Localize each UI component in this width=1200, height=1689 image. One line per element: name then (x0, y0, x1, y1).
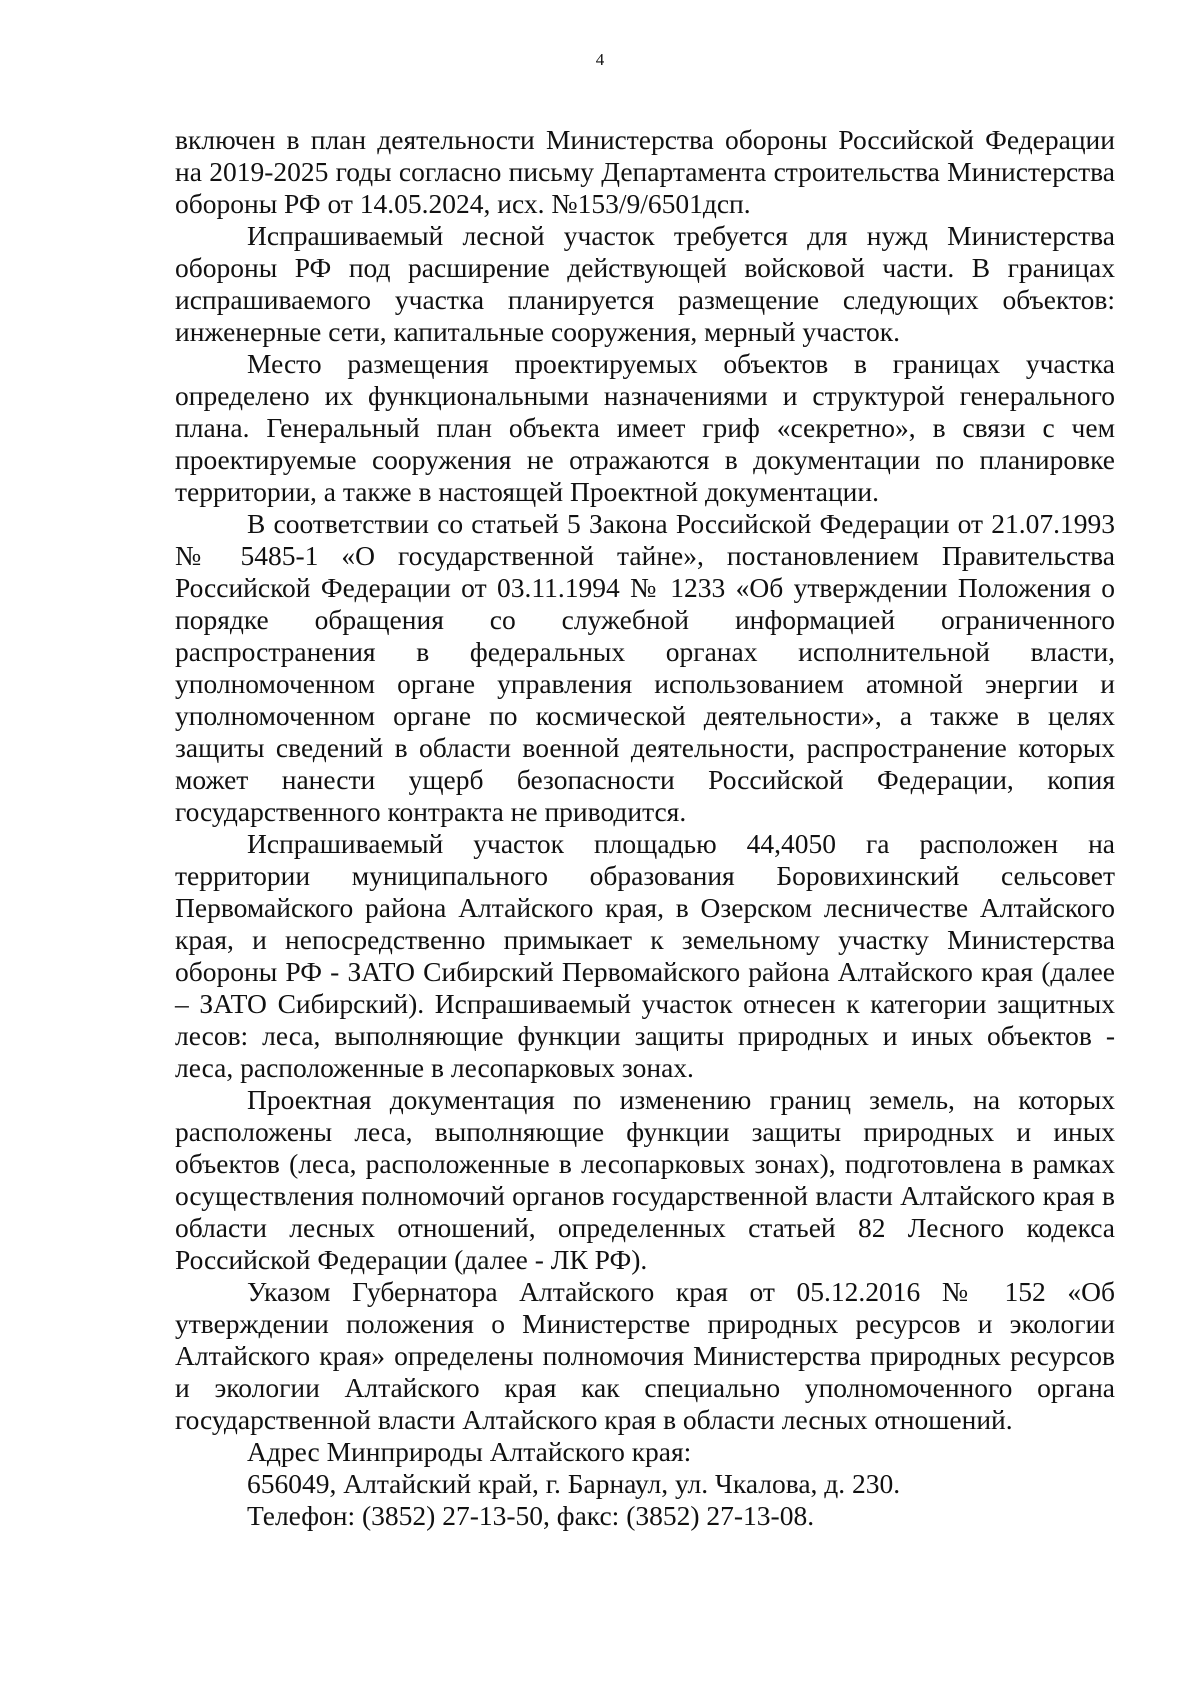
paragraph-forest-plot-purpose: Испрашиваемый лесной участок требуется для нужд Министерства обороны РФ под расширение действующей войсковой части. В границах испрашиваемого участка планируется размещение следующих объектов: инженерные сети, капитальные сооружения, мерный участок. (175, 220, 1115, 347)
paragraph-plot-location: Испрашиваемый участок площадью 44,4050 га расположен на территории муниципального образования Боровихинский сельсовет Первомайского района Алтайского края, в Озерском лесничестве Алтайского края, и непосредственно примыкает к земельному участку Министерства обороны РФ - ЗАТО Сибирский Первомайского района Алтайского края (далее – ЗАТО Сибирский). Испрашиваемый участок отнесен к категории защитных лесов: леса, выполняющие функции защиты природных и иных объектов - леса, расположенные в лесопарковых зонах. (175, 828, 1115, 1083)
page-number: 4 (595, 50, 605, 69)
address-phone: Телефон: (3852) 27-13-50, факс: (3852) 27-13-08. (247, 1500, 815, 1531)
paragraph-continuation: включен в план деятельности Министерства обороны Российской Федерации на 2019-2025 годы согласно письму Департамента строительства Министерства обороны РФ от 14.05.2024, исх. №153/9/6501дсп. (175, 124, 1115, 219)
address-heading: Адрес Минприроды Алтайского края: (247, 1436, 692, 1467)
paragraph-project-documentation: Проектная документация по изменению границ земель, на которых расположены леса, выполняющие функции защиты природных и иных объектов (леса, расположенные в лесопарковых зонах), подготовлена в рамках осуществления полномочий органов государственной власти Алтайского края в области лесных отношений, определенных статьей 82 Лесного кодекса Российской Федерации (далее - ЛК РФ). (175, 1084, 1115, 1275)
paragraph-state-secret: В соответствии со статьей 5 Закона Российской Федерации от 21.07.1993 № 5485-1 «О государственной тайне», постановлением Правительства Российской Федерации от 03.11.1994 № 1233 «Об утверждении Положения о порядке обращения со служебной информацией ограниченного распространения в федеральных органах исполнительной власти, уполномоченном органе управления использованием атомной энергии и уполномоченном органе по космической деятельности», а также в целях защиты сведений в области военной деятельности, распространение которых может нанести ущерб безопасности Российской Федерации, копия государственного контракта не приводится. (175, 508, 1115, 827)
paragraph-governor-decree: Указом Губернатора Алтайского края от 05.12.2016 № 152 «Об утверждении положения о Министерстве природных ресурсов и экологии Алтайского края» определены полномочия Министерства природных ресурсов и экологии Алтайского края как специально уполномоченного органа государственной власти Алтайского края в области лесных отношений. (175, 1276, 1115, 1435)
address-street: 656049, Алтайский край, г. Барнаул, ул. Чкалова, д. 230. (247, 1468, 901, 1499)
document-body (175, 124, 1115, 1532)
paragraph-placement: Место размещения проектируемых объектов в границах участка определено их функциональными назначениями и структурой генерального плана. Генеральный план объекта имеет гриф «секретно», в связи с чем проектируемые сооружения не отражаются в документации по планировке территории, а также в настоящей Проектной документации. (175, 348, 1115, 507)
